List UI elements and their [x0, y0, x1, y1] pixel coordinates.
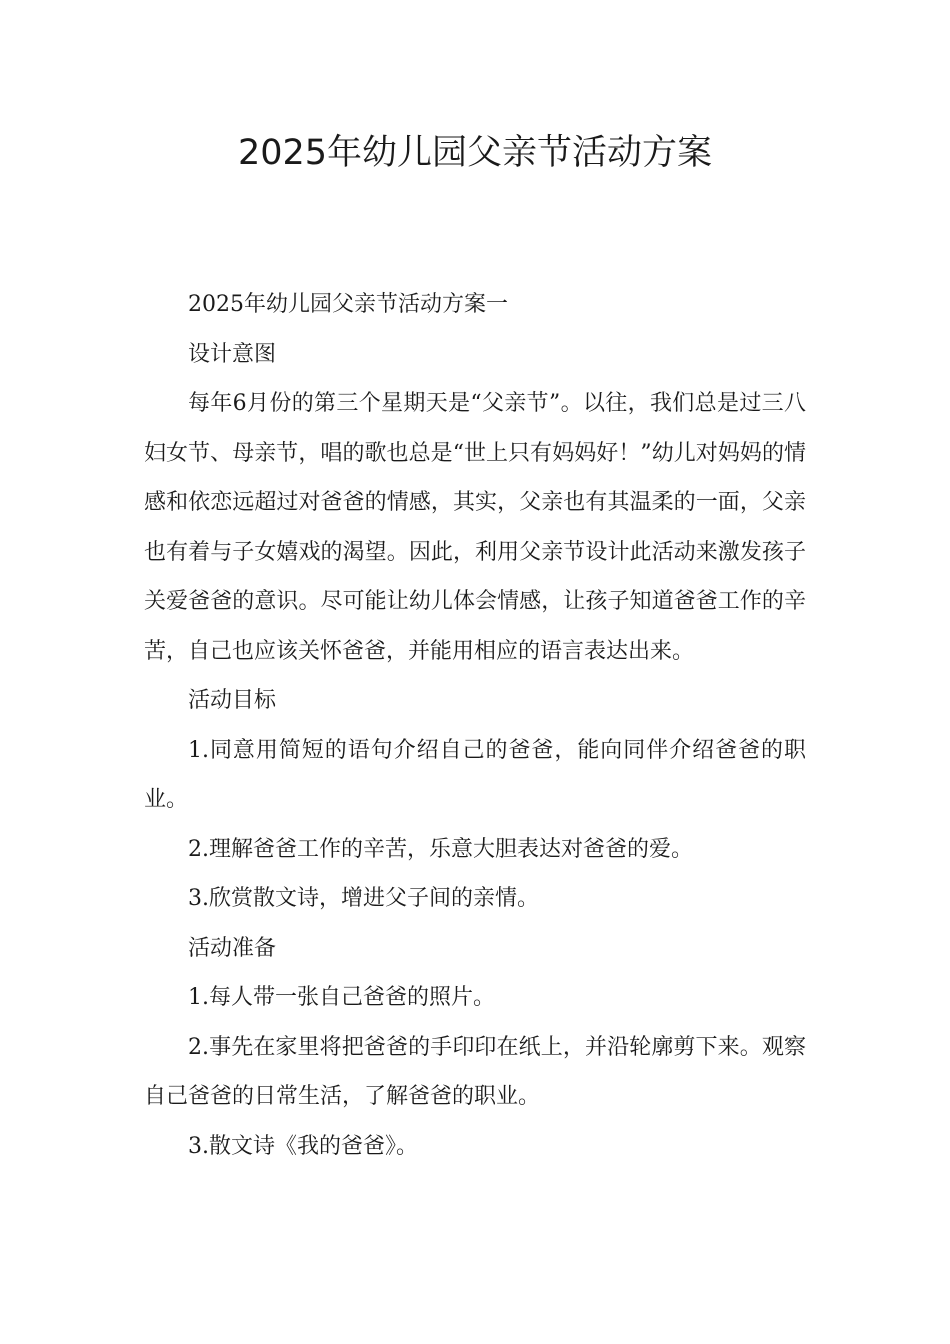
goal-item-3: 3.欣赏散文诗，增进父子间的亲情。 — [188, 886, 539, 911]
paragraph-design-intent: 每年6月份的第三个星期天是“父亲节”。以往，我们总是过三八妇女节、母亲节，唱的歌也总是“世上只有妈妈好！”幼儿对妈妈的情感和依恋远超过对爸爸的情感，其实，父亲也有其温柔的一面，父亲也有着与子女嬉戏的渴望。因此，利用父亲节设计此活动来激发孩子关爱爸爸的意识。尽可能让幼儿体会情感，让孩子知道爸爸工作的辛苦，自己也应该关怀爸爸，并能用相应的语言表达出来。 — [144, 391, 806, 664]
goal-item-1: 1.同意用简短的语句介绍自己的爸爸，能向同伴介绍爸爸的职业。 — [144, 737, 806, 812]
preparation-item-1: 1.每人带一张自己爸爸的照片。 — [188, 985, 495, 1010]
section-heading-activity-preparation: 活动准备 — [188, 935, 277, 961]
document-title: 2025年幼儿园父亲节活动方案 — [237, 133, 713, 173]
preparation-item-3: 3.散文诗《我的爸爸》。 — [188, 1133, 418, 1159]
section-heading-design-intent: 设计意图 — [188, 341, 277, 367]
goal-item-2: 2.理解爸爸工作的辛苦，乐意大胆表达对爸爸的爱。 — [188, 836, 693, 862]
section-heading-activity-goals: 活动目标 — [188, 688, 277, 713]
preparation-item-2: 2.事先在家里将把爸爸的手印印在纸上，并沿轮廓剪下来。观察自己爸爸的日常生活，了解爸爸的职业。 — [144, 1034, 806, 1109]
document-body — [144, 280, 806, 1171]
section-heading-plan-one: 2025年幼儿园父亲节活动方案一 — [188, 292, 508, 317]
